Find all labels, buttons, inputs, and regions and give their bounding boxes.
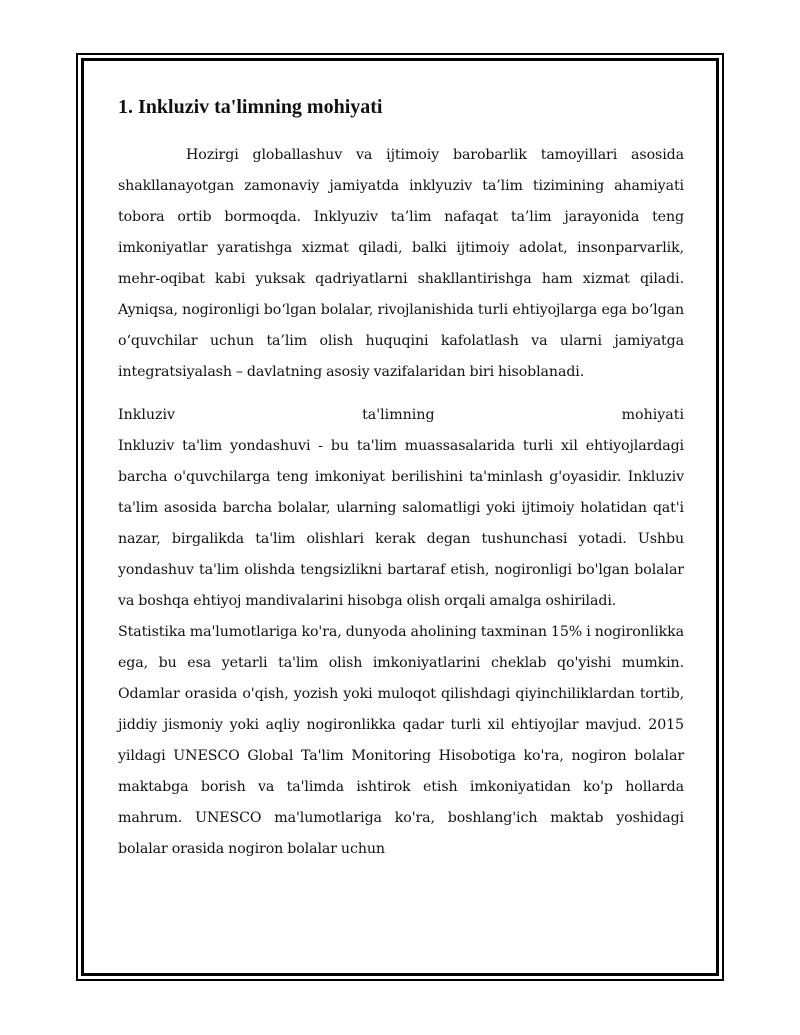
subheading-word-1: Inkluziv — [118, 407, 176, 423]
subheading-word-3: mohiyati — [621, 407, 684, 423]
intro-paragraph: Hozirgi globallashuv va ijtimoiy barobarlik tamoyillari asosida shakllanayotgan zamonaviy jamiyatda inklyuziv ta’lim tizimining ahamiyati tobora ortib bormoqda. Inklyuziv ta’lim nafaqat ta’lim jarayonida teng imkoniyatlar yaratishga xizmat qiladi, balki ijtimoiy adolat, insonparvarlik, mehr-oqibat kabi yuksak qadriyatlarni shakllantirishga ham xizmat qiladi. Ayniqsa, nogironligi bo‘lgan bolalar, rivojlanishida turli ehtiyojlarga ega bo‘lgan o‘quvchilar uchun ta’lim olish huquqini kafolatlash va ularni jamiyatga integratsiyalash – davlatning asosiy vazifalaridan biri hisoblanadi. — [118, 147, 684, 380]
body-paragraph-3: Statistika ma'lumotlariga ko'ra, dunyoda aholining taxminan 15% i nogironlikka ega, bu esa yetarli ta'lim olish imkoniyatlarini cheklab qo'yishi mumkin. Odamlar orasida o'qish, yozish yoki muloqot qilishdagi qiyinchiliklardan tortib, jiddiy jismoniy yoki aqliy nogironlikka qadar turli xil ehtiyojlar mavjud. 2015 yildagi UNESCO Global Ta'lim Monitoring Hisobotiga ko'ra, nogiron bolalar maktabga borish va ta'limda ishtirok etish imkoniyatidan ko'p hollarda mahrum. UNESCO ma'lumotlariga ko'ra, boshlang'ich maktab yoshidagi bolalar orasida nogiron bolalar uchun — [118, 624, 684, 857]
document-body — [118, 92, 684, 865]
subheading-line — [118, 400, 684, 431]
paragraph-spacer — [118, 388, 684, 400]
body-paragraph-2: Inkluziv ta'lim yondashuvi - bu ta'lim muassasalarida turli xil ehtiyojlardagi barcha o'quvchilarga teng imkoniyat berilishini ta'minlash g'oyasidir. Inkluziv ta'lim asosida barcha bolalar, ularning salomatligi yoki ijtimoiy holatidan qat'i nazar, birgalikda ta'lim olishlari kerak degan tushunchasi yotadi. Ushbu yondashuv ta'lim olishda tengsizlikni bartaraf etish, nogironligi bo'lgan bolalar va boshqa ehtiyoj mandivalarini hisobga olish orqali amalga oshiriladi. — [118, 438, 684, 609]
subheading-word-2: ta'limning — [362, 407, 435, 423]
section-heading: 1. Inkluziv ta'limning mohiyati — [118, 96, 383, 118]
